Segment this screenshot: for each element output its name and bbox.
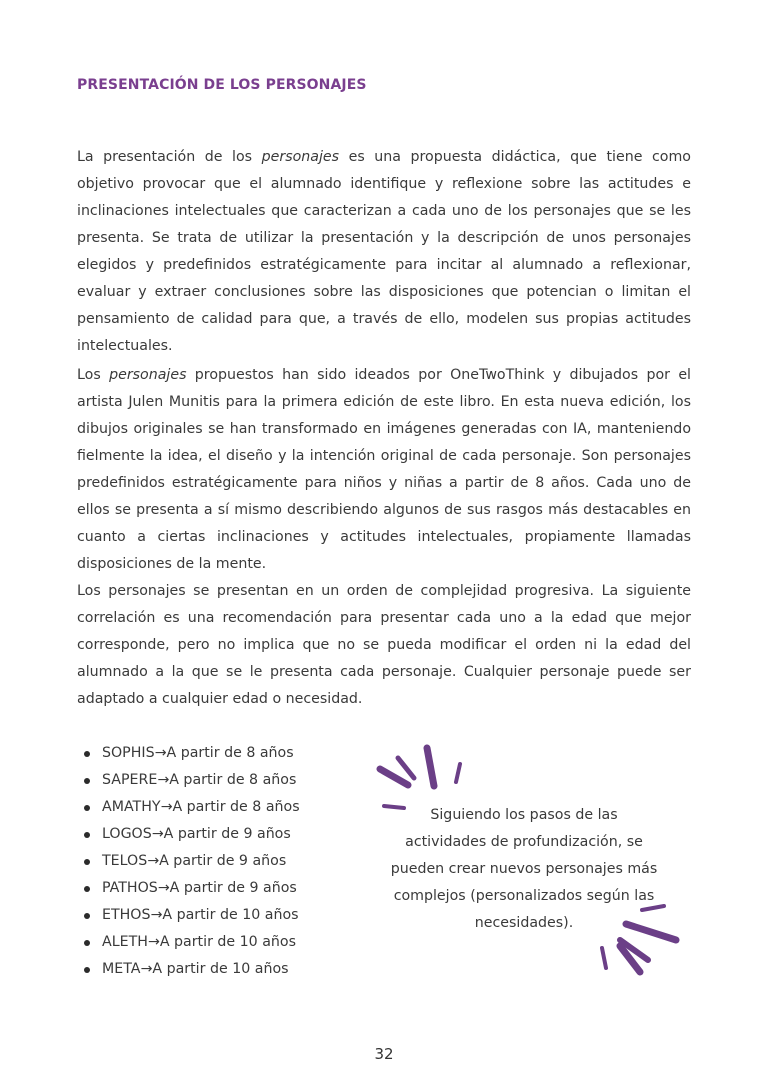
arrow-icon: → <box>157 772 170 788</box>
paragraph-intro <box>77 144 691 360</box>
paragraph-authorship-rest: propuestos han sido ideados por OneTwoThink y dibujados por el artista Julen Munitis para la primera edición de este libro. En esta nueva edición, los dibujos originales se han transformado en imágenes generadas con IA, manteniendo fielmente la idea, el diseño y la intención original de cada personaje. Son personajes predefinidos estratégicamente para niños y niñas a partir de 8 años. Cada uno de ellos se presenta a sí mismo describiendo algunos de sus rasgos más destacables en cuanto a ciertas inclinaciones y actitudes intelectuales, propiamente llamadas disposiciones de la mente. <box>77 367 691 572</box>
character-name: SOPHIS <box>102 745 155 761</box>
bullet-icon <box>84 805 90 811</box>
arrow-icon: → <box>147 934 160 950</box>
character-age: A partir de 9 años <box>159 853 287 869</box>
bullet-icon <box>84 778 90 784</box>
paragraph-authorship <box>77 362 691 578</box>
character-age: A partir de 8 años <box>169 772 297 788</box>
list-item <box>84 929 300 956</box>
character-age: A partir de 9 años <box>163 826 291 842</box>
arrow-icon: → <box>150 907 163 923</box>
paragraph-intro-rest: es una propuesta didáctica, que tiene como objetivo provocar que el alumnado identifique y reflexione sobre las actitudes e inclinaciones intelectuales que caracterizan a cada uno de los personajes que se les presenta. Se trata de utilizar la presentación y la descripción de unos personajes elegidos y predefinidos estratégicamente para incitar al alumnado a reflexionar, evaluar y extraer conclusiones sobre las disposiciones que potencian o limitan el pensamiento de calidad para que, a través de ello, modelen sus propias actitudes intelectuales. <box>77 149 691 354</box>
note-text: Siguiendo los pasos de las actividades de profundización, se pueden crear nuevos personajes más complejos (personalizados según las necesidades). <box>390 807 658 931</box>
character-name: META <box>102 961 141 977</box>
character-name: PATHOS <box>102 880 158 896</box>
character-name: LOGOS <box>102 826 152 842</box>
burst-decoration-bottom-icon <box>594 900 686 980</box>
list-item <box>84 848 300 875</box>
bullet-icon <box>84 940 90 946</box>
character-age: A partir de 9 años <box>169 880 297 896</box>
arrow-icon: → <box>140 961 153 977</box>
arrow-icon: → <box>147 853 160 869</box>
paragraph-authorship-start: Los <box>77 367 110 383</box>
paragraph-order: Los personajes se presentan en un orden de complejidad progresiva. La siguiente correlación es una recomendación para presentar cada uno a la edad que mejor corresponde, pero no implica que no se pueda modificar el orden ni la edad del alumnado a la que se le presenta cada personaje. Cualquier personaje puede ser adaptado a cualquier edad o necesidad. <box>77 583 691 707</box>
character-name: ETHOS <box>102 907 151 923</box>
paragraph-intro-italic: personajes <box>261 149 340 165</box>
bullet-icon <box>84 751 90 757</box>
bullet-icon <box>84 832 90 838</box>
character-age: A partir de 8 años <box>166 745 294 761</box>
list-item <box>84 875 300 902</box>
arrow-icon: → <box>157 880 170 896</box>
list-item <box>84 821 300 848</box>
character-age: A partir de 10 años <box>159 934 296 950</box>
character-name: SAPERE <box>102 772 158 788</box>
bullet-icon <box>84 859 90 865</box>
section-heading: PRESENTACIÓN DE LOS PERSONAJES <box>77 77 367 93</box>
list-item <box>84 794 300 821</box>
arrow-icon: → <box>160 799 173 815</box>
character-name: AMATHY <box>102 799 161 815</box>
paragraph-authorship-italic: personajes <box>109 367 187 383</box>
character-age: A partir de 8 años <box>172 799 300 815</box>
bullet-icon <box>84 913 90 919</box>
character-name: ALETH <box>102 934 148 950</box>
character-age-list <box>84 740 300 983</box>
list-item <box>84 767 300 794</box>
paragraph-intro-start: La presentación de los <box>77 149 262 165</box>
arrow-icon: → <box>151 826 164 842</box>
character-name: TELOS <box>102 853 148 869</box>
page-number: 32 <box>374 1045 394 1063</box>
bullet-icon <box>84 967 90 973</box>
arrow-icon: → <box>154 745 167 761</box>
list-item <box>84 956 300 983</box>
character-age: A partir de 10 años <box>162 907 299 923</box>
bullet-icon <box>84 886 90 892</box>
list-item <box>84 740 300 767</box>
character-age: A partir de 10 años <box>152 961 289 977</box>
list-item <box>84 902 300 929</box>
